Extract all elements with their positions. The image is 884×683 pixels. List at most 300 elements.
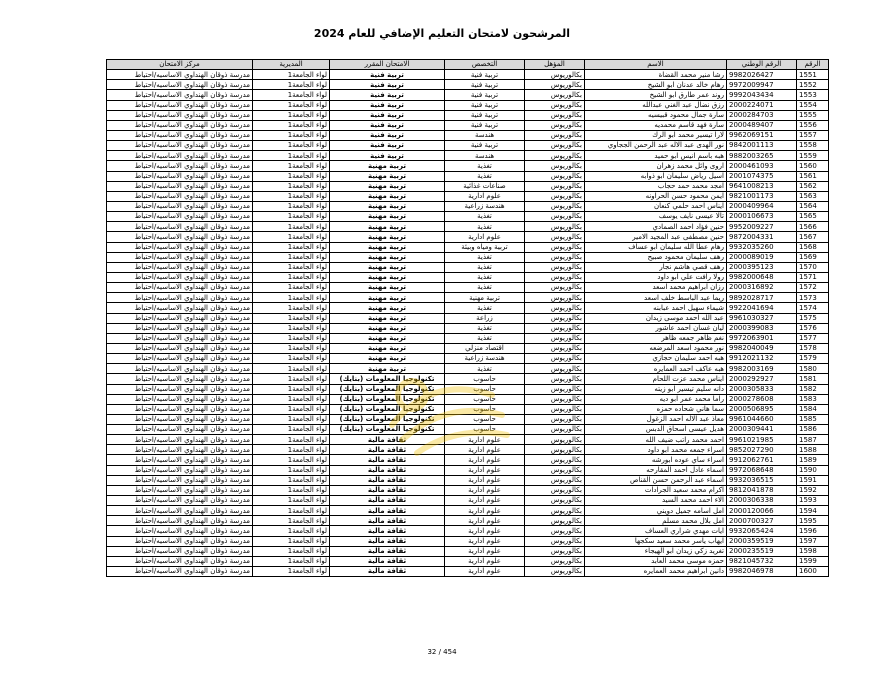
row-qualification: بكالوريوس: [525, 536, 585, 546]
header-exam: الامتحان المقرر: [330, 60, 445, 70]
row-national-id: 9932065424: [727, 526, 797, 536]
row-name: نور محمود اسعد المرضعه: [585, 343, 727, 353]
table-row: [107, 567, 829, 577]
row-exam: ثقافة مالية: [330, 526, 445, 536]
row-qualification: بكالوريوس: [525, 110, 585, 120]
row-exam: تكنولوجيا المعلومات (بنايك): [330, 404, 445, 414]
row-national-id: 2000089019: [727, 252, 797, 262]
row-directorate: لواء الجامعة1: [253, 313, 330, 323]
row-name: هبه باسم انيس ابو حميد: [585, 151, 727, 161]
row-exam: تربية مهنية: [330, 232, 445, 242]
row-national-id: 2000120066: [727, 506, 797, 516]
row-name: رهام خالد عدنان ابو الشيخ: [585, 80, 727, 90]
row-directorate: لواء الجامعة1: [253, 171, 330, 181]
row-name: ليان غسان احمد عاشور: [585, 323, 727, 333]
row-directorate: لواء الجامعة1: [253, 425, 330, 435]
row-center: مدرسة ذوقان الهنداوي الاساسيه/احتياط: [107, 120, 253, 130]
row-national-id: 9982040049: [727, 343, 797, 353]
row-num: 1591: [797, 475, 829, 485]
row-specialization: علوم ادارية: [445, 546, 525, 556]
candidates-table: [106, 59, 829, 577]
row-qualification: بكالوريوس: [525, 272, 585, 282]
row-specialization: تغذية: [445, 161, 525, 171]
table-row: [107, 141, 829, 151]
row-center: مدرسة ذوقان الهنداوي الاساسيه/احتياط: [107, 80, 253, 90]
row-directorate: لواء الجامعة1: [253, 232, 330, 242]
row-exam: تربية مهنية: [330, 222, 445, 232]
row-exam: تربية مهنية: [330, 303, 445, 313]
table-row: [107, 323, 829, 333]
row-num: 1559: [797, 151, 829, 161]
row-specialization: تربية فنية: [445, 70, 525, 80]
row-name: راما محمد عمر ابو ديه: [585, 394, 727, 404]
row-name: امل بلال محمد مسلم: [585, 516, 727, 526]
row-num: 1556: [797, 120, 829, 130]
row-num: 1585: [797, 414, 829, 424]
row-directorate: لواء الجامعة1: [253, 465, 330, 475]
row-exam: تربية فنية: [330, 130, 445, 140]
row-national-id: 2000506895: [727, 404, 797, 414]
row-exam: تربية مهنية: [330, 343, 445, 353]
row-name: اسماء عبد الرحمن حسن القناص: [585, 475, 727, 485]
row-specialization: علوم ادارية: [445, 506, 525, 516]
row-national-id: 9641008213: [727, 181, 797, 191]
row-directorate: لواء الجامعة1: [253, 394, 330, 404]
row-directorate: لواء الجامعة1: [253, 435, 330, 445]
row-num: 1577: [797, 333, 829, 343]
row-specialization: اقتصاد منزلي: [445, 343, 525, 353]
row-num: 1565: [797, 212, 829, 222]
row-name: دانه سليم تيسير ابو زيته: [585, 384, 727, 394]
row-num: 1590: [797, 465, 829, 475]
header-directorate: المديرية: [253, 60, 330, 70]
row-name: نغم ظاهر جمعه ظاهر: [585, 333, 727, 343]
row-specialization: علوم ادارية: [445, 485, 525, 495]
row-center: مدرسة ذوقان الهنداوي الاساسيه/احتياط: [107, 425, 253, 435]
row-exam: تربية فنية: [330, 80, 445, 90]
table-row: [107, 120, 829, 130]
row-name: حمزه موسى محمد العابد: [585, 556, 727, 566]
table-row: [107, 526, 829, 536]
row-num: 1584: [797, 404, 829, 414]
table-row: [107, 394, 829, 404]
row-specialization: تغذية: [445, 303, 525, 313]
table-row: [107, 536, 829, 546]
row-national-id: 9962069151: [727, 130, 797, 140]
row-specialization: تربية فنية: [445, 141, 525, 151]
row-center: مدرسة ذوقان الهنداوي الاساسيه/احتياط: [107, 151, 253, 161]
row-name: هديل عيسى اسحاق الدبس: [585, 425, 727, 435]
row-exam: ثقافة مالية: [330, 465, 445, 475]
row-name: اروى وائل محمد زهران: [585, 161, 727, 171]
row-name: تالا عيسى نايف يوسف: [585, 212, 727, 222]
row-exam: تربية مهنية: [330, 364, 445, 374]
row-directorate: لواء الجامعة1: [253, 516, 330, 526]
row-directorate: لواء الجامعة1: [253, 333, 330, 343]
row-directorate: لواء الجامعة1: [253, 222, 330, 232]
row-center: مدرسة ذوقان الهنداوي الاساسيه/احتياط: [107, 374, 253, 384]
row-center: مدرسة ذوقان الهنداوي الاساسيه/احتياط: [107, 181, 253, 191]
row-national-id: 2000306338: [727, 496, 797, 506]
row-qualification: بكالوريوس: [525, 374, 585, 384]
row-name: الاء احمد محمد السيد: [585, 496, 727, 506]
row-center: مدرسة ذوقان الهنداوي الاساسيه/احتياط: [107, 303, 253, 313]
header-qualification: المؤهل: [525, 60, 585, 70]
row-national-id: 9972009947: [727, 80, 797, 90]
row-national-id: 9821001173: [727, 191, 797, 201]
row-specialization: حاسوب: [445, 425, 525, 435]
row-specialization: حاسوب: [445, 384, 525, 394]
row-center: مدرسة ذوقان الهنداوي الاساسيه/احتياط: [107, 333, 253, 343]
row-exam: تربية فنية: [330, 120, 445, 130]
row-directorate: لواء الجامعة1: [253, 70, 330, 80]
row-center: مدرسة ذوقان الهنداوي الاساسيه/احتياط: [107, 141, 253, 151]
row-qualification: بكالوريوس: [525, 404, 585, 414]
row-center: مدرسة ذوقان الهنداوي الاساسيه/احتياط: [107, 90, 253, 100]
row-qualification: بكالوريوس: [525, 212, 585, 222]
row-center: مدرسة ذوقان الهنداوي الاساسيه/احتياط: [107, 171, 253, 181]
row-specialization: حاسوب: [445, 404, 525, 414]
row-num: 1570: [797, 262, 829, 272]
row-name: معاذ عبد الاله احمد الزغول: [585, 414, 727, 424]
row-specialization: علوم ادارية: [445, 475, 525, 485]
row-national-id: 9952009227: [727, 222, 797, 232]
header-specialization: التخصص: [445, 60, 525, 70]
row-exam: ثقافة مالية: [330, 496, 445, 506]
table-row: [107, 364, 829, 374]
row-center: مدرسة ذوقان الهنداوي الاساسيه/احتياط: [107, 283, 253, 293]
row-directorate: لواء الجامعة1: [253, 506, 330, 516]
table-row: [107, 100, 829, 110]
row-exam: ثقافة مالية: [330, 475, 445, 485]
row-num: 1576: [797, 323, 829, 333]
row-exam: تربية مهنية: [330, 293, 445, 303]
row-exam: ثقافة مالية: [330, 546, 445, 556]
table-row: [107, 516, 829, 526]
row-name: روند عمر طارق ابو الشيخ: [585, 90, 727, 100]
row-center: مدرسة ذوقان الهنداوي الاساسيه/احتياط: [107, 496, 253, 506]
row-qualification: بكالوريوس: [525, 435, 585, 445]
row-specialization: علوم ادارية: [445, 556, 525, 566]
row-num: 1568: [797, 242, 829, 252]
row-directorate: لواء الجامعة1: [253, 303, 330, 313]
row-num: 1598: [797, 546, 829, 556]
row-national-id: 2000305833: [727, 384, 797, 394]
row-name: احمد محمد راتب ضيف الله: [585, 435, 727, 445]
row-name: رهف قصي هاشم نجار: [585, 262, 727, 272]
row-exam: تربية مهنية: [330, 272, 445, 282]
row-directorate: لواء الجامعة1: [253, 546, 330, 556]
row-directorate: لواء الجامعة1: [253, 556, 330, 566]
row-qualification: بكالوريوس: [525, 556, 585, 566]
row-national-id: 2000399083: [727, 323, 797, 333]
table-row: [107, 546, 829, 556]
row-directorate: لواء الجامعة1: [253, 354, 330, 364]
table-row: [107, 70, 829, 80]
row-center: مدرسة ذوقان الهنداوي الاساسيه/احتياط: [107, 526, 253, 536]
row-exam: تربية مهنية: [330, 171, 445, 181]
row-center: مدرسة ذوقان الهنداوي الاساسيه/احتياط: [107, 130, 253, 140]
row-national-id: 9852027290: [727, 445, 797, 455]
row-num: 1580: [797, 364, 829, 374]
row-num: 1582: [797, 384, 829, 394]
table-row: [107, 242, 829, 252]
row-exam: تربية فنية: [330, 110, 445, 120]
row-name: اسماء عادل احمد المقارحه: [585, 465, 727, 475]
table-row: [107, 161, 829, 171]
row-directorate: لواء الجامعة1: [253, 496, 330, 506]
row-qualification: بكالوريوس: [525, 333, 585, 343]
row-name: رولا رافت علي ابو داود: [585, 272, 727, 282]
row-national-id: 9892028717: [727, 293, 797, 303]
row-specialization: تربية مهنية: [445, 293, 525, 303]
row-center: مدرسة ذوقان الهنداوي الاساسيه/احتياط: [107, 414, 253, 424]
row-directorate: لواء الجامعة1: [253, 161, 330, 171]
row-center: مدرسة ذوقان الهنداوي الاساسيه/احتياط: [107, 293, 253, 303]
row-qualification: بكالوريوس: [525, 252, 585, 262]
table-row: [107, 293, 829, 303]
row-num: 1552: [797, 80, 829, 90]
row-qualification: بكالوريوس: [525, 232, 585, 242]
table-row: [107, 414, 829, 424]
row-national-id: 2001074375: [727, 171, 797, 181]
row-directorate: لواء الجامعة1: [253, 110, 330, 120]
row-center: مدرسة ذوقان الهنداوي الاساسيه/احتياط: [107, 252, 253, 262]
row-directorate: لواء الجامعة1: [253, 455, 330, 465]
row-qualification: بكالوريوس: [525, 394, 585, 404]
row-directorate: لواء الجامعة1: [253, 262, 330, 272]
row-exam: تربية فنية: [330, 70, 445, 80]
row-center: مدرسة ذوقان الهنداوي الاساسيه/احتياط: [107, 323, 253, 333]
row-national-id: 9842001113: [727, 141, 797, 151]
table-row: [107, 212, 829, 222]
row-specialization: هندسة زراعية: [445, 354, 525, 364]
row-national-id: 9922041694: [727, 303, 797, 313]
row-national-id: 9882003265: [727, 151, 797, 161]
row-exam: تربية مهنية: [330, 191, 445, 201]
row-num: 1599: [797, 556, 829, 566]
table-row: [107, 404, 829, 414]
row-specialization: تغذية: [445, 272, 525, 282]
row-center: مدرسة ذوقان الهنداوي الاساسيه/احتياط: [107, 435, 253, 445]
page-title: المرشحون لامتحان التعليم الإضافي للعام 2024: [313, 27, 571, 40]
row-num: 1571: [797, 272, 829, 282]
row-qualification: بكالوريوس: [525, 313, 585, 323]
row-name: ريما عبد الباسط خلف اسعد: [585, 293, 727, 303]
row-qualification: بكالوريوس: [525, 303, 585, 313]
row-num: 1554: [797, 100, 829, 110]
row-national-id: 9912062761: [727, 455, 797, 465]
row-name: رزان ابراهيم محمد اسعد: [585, 283, 727, 293]
table-row: [107, 384, 829, 394]
row-national-id: 2000284703: [727, 110, 797, 120]
row-num: 1564: [797, 201, 829, 211]
row-exam: تربية مهنية: [330, 212, 445, 222]
row-qualification: بكالوريوس: [525, 516, 585, 526]
row-name: سما هاني شحاده حمزه: [585, 404, 727, 414]
row-directorate: لواء الجامعة1: [253, 181, 330, 191]
row-qualification: بكالوريوس: [525, 506, 585, 516]
row-directorate: لواء الجامعة1: [253, 567, 330, 577]
row-name: ايناس احمد حلمي كنعان: [585, 201, 727, 211]
row-exam: تربية فنية: [330, 141, 445, 151]
row-specialization: تربية ومياه وبيئة: [445, 242, 525, 252]
table-row: [107, 130, 829, 140]
row-specialization: تربية فنية: [445, 80, 525, 90]
row-name: ايات مهدي شراري العساف: [585, 526, 727, 536]
row-directorate: لواء الجامعة1: [253, 252, 330, 262]
row-exam: تربية فنية: [330, 151, 445, 161]
row-national-id: 9932036515: [727, 475, 797, 485]
table-row: [107, 465, 829, 475]
row-exam: تربية فنية: [330, 100, 445, 110]
row-exam: ثقافة مالية: [330, 516, 445, 526]
row-num: 1600: [797, 567, 829, 577]
row-center: مدرسة ذوقان الهنداوي الاساسيه/احتياط: [107, 364, 253, 374]
row-name: نور الهدى عبد الاله عبد الرحمن الججاوي: [585, 141, 727, 151]
row-qualification: بكالوريوس: [525, 364, 585, 374]
table-row: [107, 354, 829, 364]
row-qualification: بكالوريوس: [525, 222, 585, 232]
row-specialization: تغذية: [445, 323, 525, 333]
row-num: 1575: [797, 313, 829, 323]
row-center: مدرسة ذوقان الهنداوي الاساسيه/احتياط: [107, 445, 253, 455]
row-name: اسيل رياض سليمان ابو ذوابه: [585, 171, 727, 181]
row-name: حنين مصطفى عبد المجيد الامير: [585, 232, 727, 242]
page-number: 32 / 454: [427, 648, 457, 656]
header-national-id: الرقم الوطني: [727, 60, 797, 70]
row-national-id: 2000359519: [727, 536, 797, 546]
row-national-id: 2000224071: [727, 100, 797, 110]
row-qualification: بكالوريوس: [525, 181, 585, 191]
row-directorate: لواء الجامعة1: [253, 445, 330, 455]
table-header-row: [107, 60, 829, 70]
row-directorate: لواء الجامعة1: [253, 526, 330, 536]
table-row: [107, 343, 829, 353]
row-exam: تكنولوجيا المعلومات (بنايك): [330, 384, 445, 394]
row-exam: تربية مهنية: [330, 313, 445, 323]
row-national-id: 2000106673: [727, 212, 797, 222]
row-center: مدرسة ذوقان الهنداوي الاساسيه/احتياط: [107, 272, 253, 282]
row-directorate: لواء الجامعة1: [253, 100, 330, 110]
row-num: 1581: [797, 374, 829, 384]
row-qualification: بكالوريوس: [525, 485, 585, 495]
row-exam: ثقافة مالية: [330, 536, 445, 546]
row-name: حنين فؤاد احمد الصمادي: [585, 222, 727, 232]
row-center: مدرسة ذوقان الهنداوي الاساسيه/احتياط: [107, 384, 253, 394]
table-row: [107, 222, 829, 232]
row-exam: تربية مهنية: [330, 323, 445, 333]
row-exam: تربية مهنية: [330, 201, 445, 211]
row-num: 1562: [797, 181, 829, 191]
row-directorate: لواء الجامعة1: [253, 384, 330, 394]
table-row: [107, 110, 829, 120]
row-directorate: لواء الجامعة1: [253, 80, 330, 90]
row-directorate: لواء الجامعة1: [253, 293, 330, 303]
row-num: 1578: [797, 343, 829, 353]
row-center: مدرسة ذوقان الهنداوي الاساسيه/احتياط: [107, 475, 253, 485]
row-directorate: لواء الجامعة1: [253, 485, 330, 495]
row-num: 1569: [797, 252, 829, 262]
table-row: [107, 333, 829, 343]
row-specialization: علوم ادارية: [445, 435, 525, 445]
row-directorate: لواء الجامعة1: [253, 475, 330, 485]
row-center: مدرسة ذوقان الهنداوي الاساسيه/احتياط: [107, 242, 253, 252]
row-directorate: لواء الجامعة1: [253, 90, 330, 100]
row-national-id: 9982026427: [727, 70, 797, 80]
row-specialization: تربية فنية: [445, 90, 525, 100]
row-num: 1573: [797, 293, 829, 303]
row-directorate: لواء الجامعة1: [253, 374, 330, 384]
row-national-id: 2000316892: [727, 283, 797, 293]
row-name: شيماء سهيل احمد عبابنه: [585, 303, 727, 313]
row-specialization: علوم ادارية: [445, 465, 525, 475]
row-center: مدرسة ذوقان الهنداوي الاساسيه/احتياط: [107, 455, 253, 465]
row-national-id: 2000292927: [727, 374, 797, 384]
row-exam: تربية مهنية: [330, 354, 445, 364]
row-exam: ثقافة مالية: [330, 485, 445, 495]
row-num: 1557: [797, 130, 829, 140]
row-exam: تكنولوجيا المعلومات (بنايك): [330, 414, 445, 424]
row-qualification: بكالوريوس: [525, 496, 585, 506]
row-name: سارة فهد قاسم محمديه: [585, 120, 727, 130]
row-num: 1595: [797, 516, 829, 526]
row-num: 1583: [797, 394, 829, 404]
row-name: لارا تيسير محمد ابو الرك: [585, 130, 727, 140]
row-num: 1586: [797, 425, 829, 435]
row-national-id: 2000309441: [727, 425, 797, 435]
row-qualification: بكالوريوس: [525, 425, 585, 435]
row-name: هبه احمد سليمان حجازي: [585, 354, 727, 364]
row-center: مدرسة ذوقان الهنداوي الاساسيه/احتياط: [107, 232, 253, 242]
row-directorate: لواء الجامعة1: [253, 151, 330, 161]
row-num: 1588: [797, 445, 829, 455]
row-specialization: علوم ادارية: [445, 232, 525, 242]
row-specialization: علوم ادارية: [445, 516, 525, 526]
row-name: اكرام محمد سعيد الجرادات: [585, 485, 727, 495]
row-exam: ثقافة مالية: [330, 435, 445, 445]
row-name: رهف سليمان محمود صبيح: [585, 252, 727, 262]
row-num: 1572: [797, 283, 829, 293]
row-center: مدرسة ذوقان الهنداوي الاساسيه/احتياط: [107, 404, 253, 414]
row-exam: تكنولوجيا المعلومات (بنايك): [330, 425, 445, 435]
row-national-id: 9912021132: [727, 354, 797, 364]
header-center: مركز الامتحان: [107, 60, 253, 70]
table-row: [107, 435, 829, 445]
table-row: [107, 272, 829, 282]
row-qualification: بكالوريوس: [525, 567, 585, 577]
table-row: [107, 262, 829, 272]
row-specialization: تربية فنية: [445, 120, 525, 130]
row-center: مدرسة ذوقان الهنداوي الاساسيه/احتياط: [107, 394, 253, 404]
row-specialization: حاسوب: [445, 394, 525, 404]
header-num: الرقم: [797, 60, 829, 70]
row-specialization: علوم ادارية: [445, 526, 525, 536]
row-qualification: بكالوريوس: [525, 455, 585, 465]
row-qualification: بكالوريوس: [525, 343, 585, 353]
row-center: مدرسة ذوقان الهنداوي الاساسيه/احتياط: [107, 212, 253, 222]
row-name: ايمن محمود حسن الحراونه: [585, 191, 727, 201]
row-center: مدرسة ذوقان الهنداوي الاساسيه/احتياط: [107, 506, 253, 516]
row-center: مدرسة ذوقان الهنداوي الاساسيه/احتياط: [107, 222, 253, 232]
row-center: مدرسة ذوقان الهنداوي الاساسيه/احتياط: [107, 567, 253, 577]
row-num: 1587: [797, 435, 829, 445]
row-qualification: بكالوريوس: [525, 546, 585, 556]
row-qualification: بكالوريوس: [525, 201, 585, 211]
row-specialization: تربية فنية: [445, 110, 525, 120]
row-num: 1561: [797, 171, 829, 181]
row-national-id: 9982003169: [727, 364, 797, 374]
